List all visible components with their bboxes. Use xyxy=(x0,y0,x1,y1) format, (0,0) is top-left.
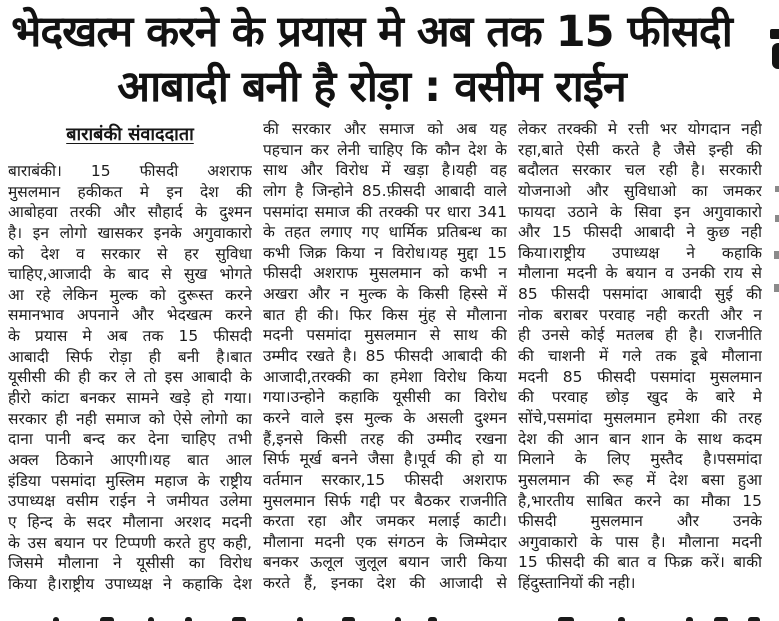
text-line: कभी जिक्र किया न विरोध।यह मुद्दा 15 xyxy=(263,243,507,262)
text-line: साथ और विरोध में खड़ा है।यही वह xyxy=(263,161,507,180)
clipped-bottom-text-artifact xyxy=(100,617,114,621)
text-line: समानभाव अपनाने और भेदखत्म करने xyxy=(8,306,252,325)
text-line: आबादी सिर्फ रोड़ा ही बनी है।बात xyxy=(8,347,252,366)
text-line: इंडिया पसमांदा मुस्लिम महाज के राष्ट्रीय xyxy=(8,471,252,490)
text-line: उम्मीद रखते है। 85 फीसदी आबादी की xyxy=(263,347,507,366)
text-line: उपाध्यक्ष वसीम राईन ने जमीयत उलेमा xyxy=(8,492,252,511)
text-line: गया।उन्होने कहाकि यूसीसी का विरोध xyxy=(263,388,507,407)
clipped-bottom-text-artifact xyxy=(395,617,401,621)
text-line: की सरकार और समाज को अब यह xyxy=(263,120,507,138)
headline-line-1: भेदखत्म करने के प्रयास मे अब तक 15 फीसदी xyxy=(11,7,732,57)
text-line: के तहत लगाए गए धार्मिक प्रतिबन्ध का xyxy=(263,223,507,242)
byline: बाराबंकी संवाददाता xyxy=(66,124,194,145)
text-line: मौलाना मदनी एक संगठन के जिम्मेदार xyxy=(263,532,507,551)
column-3-text xyxy=(518,119,762,594)
text-line: सरकार ही नही समाज को ऐसे लोगो का xyxy=(8,409,252,428)
text-line: ही उनसे कोई मतलब ही है। राजनीति xyxy=(518,326,762,345)
text-line: आ रहे लेकिन मुल्क को दुरूस्त करने xyxy=(8,285,252,304)
text-line: मुसलमान हकीकत मे इन देश की xyxy=(8,182,252,201)
text-line: मदनी पसमांदा मुसलमान से साथ की xyxy=(263,326,507,345)
text-line: को देश व सरकार से हर सुविधा xyxy=(8,244,252,263)
clipped-bottom-text-artifact xyxy=(148,617,154,621)
column-2-text xyxy=(263,119,507,594)
clipped-adjacent-headline-artifact xyxy=(770,29,779,39)
text-line: फायदा उठाने के सिवा इन अगुवाकारो xyxy=(518,202,762,221)
text-line: मिलाने के लिए मुस्तैद है।पसमांदा xyxy=(518,450,762,469)
text-line: अखरा और न मुल्क के किसी हिस्से में xyxy=(263,285,507,304)
text-line: अक्ल ठिकाने आएगी।यह बात आल xyxy=(8,450,252,469)
clipped-bottom-text-artifact xyxy=(558,617,574,621)
clipped-bottom-text-artifact xyxy=(297,617,303,621)
text-line: करने वाले इस मुल्क के असली दुश्मन xyxy=(263,408,507,427)
column-2 xyxy=(263,119,507,594)
text-line: दाना पानी बन्द कर देना चाहिए तभी xyxy=(8,430,252,449)
text-line: देश की आन बान शान के साथ कदम xyxy=(518,429,762,448)
text-line: सिर्फ मूर्ख बनने जैसा है।पूर्व की हो या xyxy=(263,450,507,469)
text-line: लोग है जिन्होने 85.फ़ीसदी आबादी वाले xyxy=(263,181,507,200)
text-line: किया।राष्ट्रीय उपाध्यक्ष ने कहाकि xyxy=(518,243,762,262)
clipped-bottom-text-artifact xyxy=(428,617,437,621)
clipped-bottom-text-artifact xyxy=(53,617,59,621)
headline-line-2: आबादी बनी है रोड़ा : वसीम राईन xyxy=(117,62,626,112)
text-line: जिसमे मौलाना ने यूसीसी का विरोध xyxy=(8,554,252,573)
text-line: करते हैं, इनका देश की आजादी से xyxy=(263,574,507,593)
text-line: यूसीसी की ही कर ले तो इस आबादी के xyxy=(8,368,252,387)
text-line: फीसदी मुसलमान और उनके xyxy=(518,512,762,531)
text-line: मौलाना मदनी के बयान व उनकी राय से xyxy=(518,264,762,283)
text-line: रहा,बाते ऐसी करते है जैसे इन्ही की xyxy=(518,140,762,159)
text-line: पसमांदा समाज की तरक्की पर धारा 341 xyxy=(263,202,507,221)
text-line: आजादी,तरक्की का हमेशा विरोध किया xyxy=(263,367,507,386)
text-line: नोक बराबर परवाह नही करती और न xyxy=(518,305,762,324)
clipped-print-artifact xyxy=(775,186,779,192)
text-line: मुसलमान सिर्फ गद्दी पर बैठकर राजनीति xyxy=(263,491,507,510)
text-line: की चाशनी में गले तक डूबे मौलाना xyxy=(518,347,762,366)
article-body xyxy=(0,119,779,594)
clipped-bottom-text-artifact xyxy=(714,617,728,621)
text-line: है। इन लोगो खासकर इनके अगुवाकारो xyxy=(8,223,252,242)
text-line: की परवाह छोड़ खुद के बारे मे xyxy=(518,388,762,407)
text-line: हिंदुस्तानियों की नही। xyxy=(518,574,636,593)
text-line: चाहिए,आजादी के बाद से सुख भोगते xyxy=(8,265,252,284)
text-line: फीसदी अशराफ मुसलमान को कभी न xyxy=(263,264,507,283)
text-line: बदौलत सरकार चल रही है। सरकारी xyxy=(518,161,762,180)
clipped-bottom-text-artifact xyxy=(232,617,246,621)
clipped-bottom-text-artifact xyxy=(342,617,355,621)
column-3 xyxy=(518,119,762,594)
text-line: है,भारतीय साबित करने का मौका 15 xyxy=(518,491,762,510)
text-line: मदनी 85 फीसदी पसमांदा मुसलमान xyxy=(518,367,762,386)
text-line: पहचान कर लेनी चाहिए कि कौन देश के xyxy=(263,140,507,159)
text-line: बात ही की। फिर किस मुंह से मौलाना xyxy=(263,305,507,324)
text-line: योजनाओ और सुविधाओ का जमकर xyxy=(518,181,762,200)
text-line: मुसलमान की रूह में देश बसा हुआ xyxy=(518,470,762,489)
text-line: हैं,इनसे किसी तरह की उम्मीद रखना xyxy=(263,429,507,448)
article-headline xyxy=(0,0,779,114)
text-line: आबोहवा तरकी और सौहार्द के दुश्मन xyxy=(8,203,252,222)
column-1 xyxy=(8,119,252,594)
text-line: सोंचे,पसमांदा मुसलमान हमेशा की तरह xyxy=(518,408,762,427)
text-line: किया है।राष्ट्रीय उपाध्यक्ष ने कहाकि देश xyxy=(8,574,252,593)
column-1-text xyxy=(8,161,252,594)
clipped-print-artifact xyxy=(774,284,779,292)
clipped-print-artifact xyxy=(774,251,779,259)
clipped-bottom-text-artifact xyxy=(748,617,760,621)
text-line: बनकर ऊलूल जुलूल बयान जारी किया xyxy=(263,553,507,572)
clipped-bottom-text-artifact xyxy=(185,617,192,621)
text-line: 15 फीसदी की बात व फिक्र करें। बाकी xyxy=(518,553,762,572)
text-line: के प्रयास मे अब तक 15 फीसदी xyxy=(8,327,252,346)
text-line: और 15 फीसदी आबादी ने कुछ नही xyxy=(518,223,762,242)
text-line: के उस बयान पर टिप्पणी करते हुए कही, xyxy=(8,533,252,552)
text-line: हीरो कांटा बनकर सामने खड़े हो गया। xyxy=(8,389,252,408)
text-line: बाराबंकी। 15 फीसदी अशराफ xyxy=(8,162,252,180)
clipped-bottom-text-artifact xyxy=(618,617,625,621)
text-line: लेकर तरक्की मे रत्ती भर योगदान नही xyxy=(518,120,762,138)
text-line: करता रहा और जमकर मलाई काटी। xyxy=(263,512,507,531)
text-line: वर्तमान सरकार,15 फीसदी अशराफ xyxy=(263,470,507,489)
clipped-print-artifact xyxy=(775,215,779,222)
clipped-bottom-text-artifact xyxy=(686,617,693,621)
text-line: अगुवाकारो के पास है। मौलाना मदनी xyxy=(518,532,762,551)
text-line: 85 फीसदी पसमांदा आबादी सुई की xyxy=(518,285,762,304)
text-line: ए हिन्द के सदर मौलाना अरशद मदनी xyxy=(8,512,252,531)
clipped-adjacent-headline-artifact xyxy=(772,43,779,69)
